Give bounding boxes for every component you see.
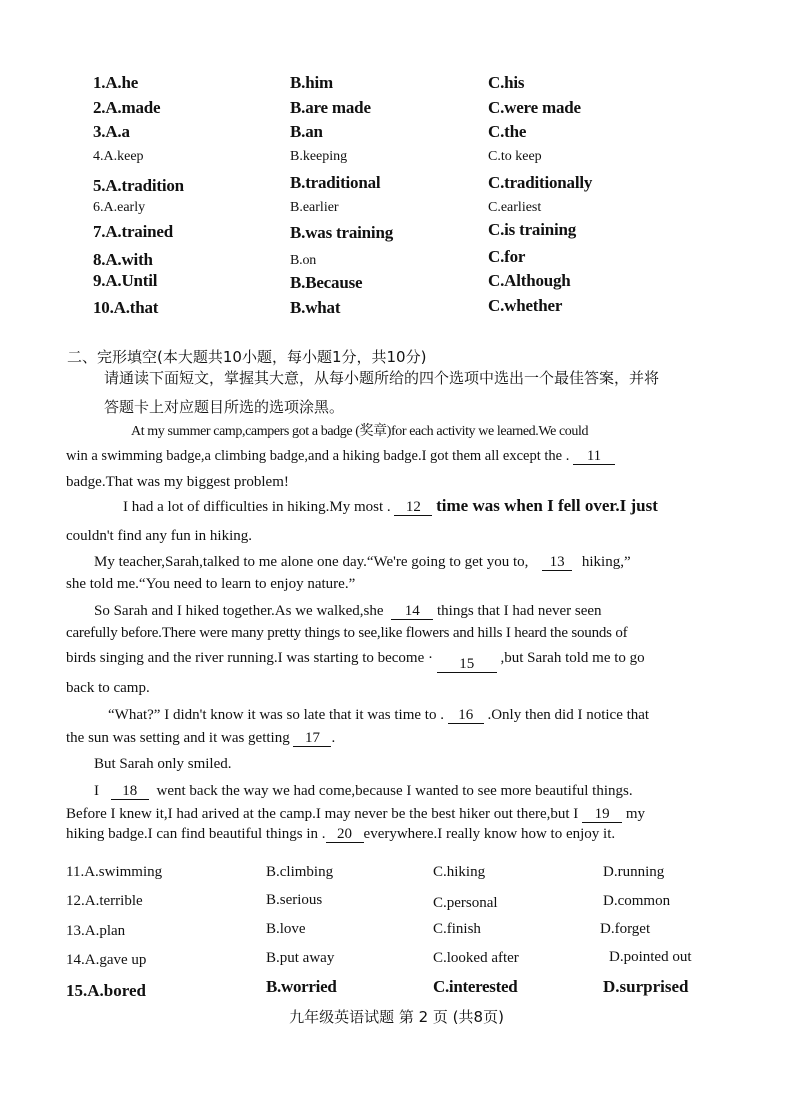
passage-text: things that I had never seen <box>437 603 602 619</box>
option-3c: C.the <box>488 122 527 141</box>
option-13b: B.love <box>266 921 306 937</box>
option-row-11 <box>0 864 793 888</box>
option-row-6 <box>0 200 793 224</box>
option-12d: D.common <box>603 893 671 909</box>
passage-text: I <box>94 783 99 799</box>
passage-line-14: But Sarah only smiled. <box>94 756 232 772</box>
option-6b: B.earlier <box>290 200 339 215</box>
option-11c: C.hiking <box>433 864 486 880</box>
passage-text: went back the way we had come,because I wanted to see more beautiful things. <box>156 783 633 799</box>
option-6c: C.earliest <box>488 200 542 215</box>
option-1a: 1.A.he <box>93 73 139 92</box>
passage-text: ,but Sarah told me to go <box>500 650 645 666</box>
passage-text: So Sarah and I hiked together.As we walked,she <box>94 603 384 619</box>
option-row-14 <box>0 950 793 974</box>
instruction-line-2: 答题卡上对应题目所选的选项涂黑。 <box>104 398 345 416</box>
option-row-12 <box>0 893 793 917</box>
passage-text: time was when I fell over.I just <box>436 496 658 515</box>
option-7b: B.was training <box>290 223 393 242</box>
option-13d: D.forget <box>600 921 651 937</box>
blank-15: 15 <box>437 657 497 673</box>
option-12c: C.personal <box>433 895 498 911</box>
passage-line-10 <box>66 650 724 672</box>
option-8c: C.for <box>488 247 526 266</box>
option-row-9 <box>0 271 793 295</box>
passage-line-1: At my summer camp,campers got a badge (奖章)for each activity we learned.We could <box>131 424 589 439</box>
option-row-5 <box>0 173 793 197</box>
option-row-7 <box>0 222 793 246</box>
passage-line-8 <box>94 603 752 620</box>
option-9c: C.Although <box>488 271 571 290</box>
option-row-13 <box>0 921 793 945</box>
blank-13: 13 <box>542 555 572 571</box>
option-10a: 10.A.that <box>93 298 159 317</box>
passage-text: Before I knew it,I had arived at the camp.I may never be the best hiker out there,but I <box>66 806 579 822</box>
passage-text: hiking,” <box>581 554 631 570</box>
passage-text: win a swimming badge,a climbing badge,and a hiking badge.I got them all except the . <box>66 448 570 464</box>
option-2b: B.are made <box>290 98 371 117</box>
option-3a: 3.A.a <box>93 122 130 141</box>
option-13c: C.finish <box>433 921 481 937</box>
passage-line-9: carefully before.There were many pretty things to see,like flowers and hills I heard the sounds of <box>66 625 628 641</box>
option-5c: C.traditionally <box>488 173 593 192</box>
option-4c: C.to keep <box>488 149 542 164</box>
option-14b: B.put away <box>266 950 335 966</box>
option-4b: B.keeping <box>290 149 348 164</box>
passage-line-12 <box>108 707 766 724</box>
passage-line-5: couldn't find any fun in hiking. <box>66 528 253 544</box>
option-6a: 6.A.early <box>93 200 146 215</box>
passage-line-4 <box>123 496 781 516</box>
passage-line-2 <box>66 448 724 465</box>
passage-text: my <box>625 806 645 822</box>
passage-line-7: she told me.“You need to learn to enjoy nature.” <box>66 576 356 592</box>
option-2a: 2.A.made <box>93 98 161 117</box>
blank-20: 20 <box>326 827 364 843</box>
passage-line-17 <box>66 826 724 843</box>
passage-text: I had a lot of difficulties in hiking.My most . <box>123 499 391 515</box>
passage-text: birds singing and the river running.I was starting to become · <box>66 650 434 666</box>
option-10b: B.what <box>290 298 341 317</box>
option-5a: 5.A.tradition <box>93 176 184 195</box>
passage-line-16 <box>66 806 724 823</box>
option-row-15 <box>0 977 793 1001</box>
option-7a: 7.A.trained <box>93 222 173 241</box>
passage-text: My teacher,Sarah,talked to me alone one day.“We're going to get you to, <box>94 554 529 570</box>
option-11a: 11.A.swimming <box>66 864 163 880</box>
passage-line-6 <box>94 554 752 571</box>
option-14d: D.pointed out <box>609 949 692 965</box>
option-5b: B.traditional <box>290 173 381 192</box>
blank-12: 12 <box>394 500 432 516</box>
option-row-10 <box>0 298 793 322</box>
option-15a: 15.A.bored <box>66 981 146 1000</box>
option-3b: B.an <box>290 122 323 141</box>
option-8b: B.on <box>290 253 317 268</box>
blank-14: 14 <box>391 604 433 620</box>
option-15b: B.worried <box>266 977 337 996</box>
passage-line-11: back to camp. <box>66 680 150 696</box>
option-2c: C.were made <box>488 98 581 117</box>
option-15c: C.interested <box>433 977 518 996</box>
passage-line-15 <box>94 783 752 800</box>
option-11d: D.running <box>603 864 665 880</box>
option-13a: 13.A.plan <box>66 923 126 939</box>
option-8a: 8.A.with <box>93 250 153 269</box>
page-footer: 九年级英语试题 第 2 页 (共8页) <box>289 1008 504 1026</box>
option-15d: D.surprised <box>603 977 689 996</box>
option-4a: 4.A.keep <box>93 149 144 164</box>
blank-17: 17 <box>293 731 331 747</box>
option-1b: B.him <box>290 73 333 92</box>
option-row-4 <box>0 149 793 173</box>
option-row-2 <box>0 98 793 122</box>
option-12a: 12.A.terrible <box>66 893 143 909</box>
instruction-line-1: 请通读下面短文，掌握其大意，从每小题所给的四个选项中选出一个最佳答案，并将 <box>104 369 660 387</box>
option-1c: C.his <box>488 73 525 92</box>
blank-11: 11 <box>573 449 615 465</box>
option-14c: C.looked after <box>433 950 519 966</box>
option-9b: B.Because <box>290 273 363 292</box>
blank-16: 16 <box>448 708 484 724</box>
section-title: 二、完形填空(本大题共10小题，每小题1分，共10分) <box>67 348 427 366</box>
option-10c: C.whether <box>488 296 563 315</box>
passage-text: everywhere.I really know how to enjoy it. <box>363 826 616 842</box>
passage-text: . <box>331 730 336 746</box>
passage-text: hiking badge.I can find beautiful things in . <box>66 826 326 842</box>
passage-text: the sun was setting and it was getting <box>66 730 290 746</box>
option-row-3 <box>0 122 793 146</box>
passage-line-3: badge.That was my biggest problem! <box>66 474 289 490</box>
passage-text: “What?” I didn't know it was so late that it was time to . <box>108 707 444 723</box>
option-row-8 <box>0 249 793 273</box>
passage-text: .Only then did I notice that <box>487 707 650 723</box>
option-11b: B.climbing <box>266 864 334 880</box>
option-7c: C.is training <box>488 220 577 239</box>
option-row-1 <box>0 73 793 97</box>
blank-18: 18 <box>111 784 149 800</box>
option-9a: 9.A.Until <box>93 271 158 290</box>
option-14a: 14.A.gave up <box>66 952 147 968</box>
passage-line-13 <box>66 730 724 747</box>
option-12b: B.serious <box>266 892 323 908</box>
blank-19: 19 <box>582 807 622 823</box>
